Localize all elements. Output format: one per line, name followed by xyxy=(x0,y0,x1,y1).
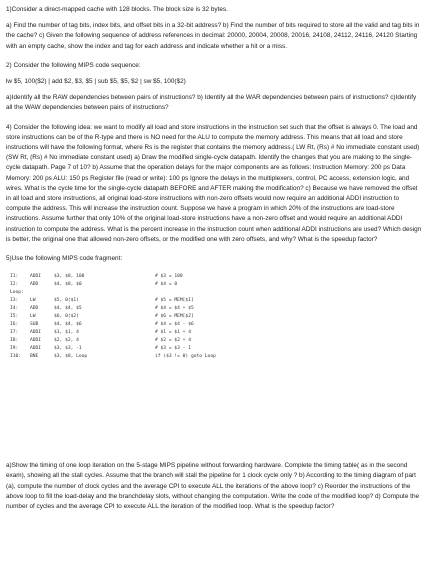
code-line xyxy=(6,313,424,320)
q1-title: 1)Consider a direct-mapped cache with 128 blocks. The block size is 32 bytes. xyxy=(6,6,228,13)
code-comment: # $1 = $1 + 4 xyxy=(155,330,191,336)
code-opcode: BNE xyxy=(30,354,39,360)
code-line xyxy=(6,353,424,360)
q4-body: 4) Consider the following idea: we want to modify all load and store instructions in the instruction set such that the offset is always 0. The load and store instructions can be of the R-type and there is NO need for the ALU to compute the memory address. This means that all load and store instructions will have the following format, where Rs is the register that contains the memory address.( LW Rt, (Rs) # No immediate constant used) (SW Rt, (Rs) # No immediate constant used) a) Draw the modified single-cycle datapath. Identify the changes that you are making to the single-cycle datapath. Page 7 of 10? b) Assume that the operation delays for the major components are as follows: Instruction Memory: 200 ps Data Memory: 200 ps ALU: 150 ps Register file (read or write): 100 ps Ignore the delays in the multiplexers, control, PC access, extension logic, and wires. What is the cycle time for the single-cycle datapath BEFORE and AFTER making the modification? c) Because we have removed the offset in all load and store instructions, all original load-store instructions with non-zero offsets would now require an additional ADDI instruction to compute the address. This will increase the instruction count. Suppose we have a program in which 20% of the instructions are load-store instructions. Assume further that only 10% of the original load-store instructions have a non-zero offset and would require an additional ADDI instruction to compute the address. What is the percent increase in the instruction count when additional ADDI instructions are used? Which design is better, the original one that allowed non-zero offsets, or the modified one with zero offsets, and why? What is the speedup factor? xyxy=(6,123,424,243)
q5-body: a)Show the timing of one loop iteration on the 5-stage MIPS pipeline without forwarding hardware. Complete the timing table( as in the second exam), showing all the stall cycles. Assume that the branch will stall the pipeline for 1 clock cycle only ? b) According to the timing diagram of part (a), compute the number of clock cycles and the average CPI to execute ALL the iterations of the above loop? c) Reorder the instructions of the above loop to fill the load-delay and the branchdelay slots, without changing the computation. Write the code of the modified loop? d) Compute the number of cycles and the average CPI to execute ALL the iteration of the modified loop. What is the speedup factor? xyxy=(6,462,421,511)
code-line xyxy=(6,273,424,280)
code-label: I8: xyxy=(10,338,19,344)
code-label: I9: xyxy=(10,346,19,352)
code-opcode: SUB xyxy=(30,322,39,328)
code-operands: $2, $2, 4 xyxy=(54,338,79,344)
code-operands: $6, 0($2) xyxy=(54,314,79,320)
code-operands: $3, $3, -1 xyxy=(54,346,82,352)
code-line xyxy=(6,329,424,336)
code-opcode: ADDI xyxy=(30,274,42,280)
code-comment: # $4 = $4 - $6 xyxy=(155,322,194,328)
code-opcode: LW xyxy=(30,298,36,304)
code-label: Loop: xyxy=(10,290,24,296)
code-line xyxy=(6,289,424,296)
code-operands: $4, $0, $0 xyxy=(54,282,82,288)
code-opcode: LW xyxy=(30,314,36,320)
code-opcode: ADD xyxy=(30,306,39,312)
q2-body: a)Identify all the RAW dependencies between pairs of instructions? b) Identify all the WAR dependencies between pairs of instructions? c)Identify all the WAW dependencies between pairs of instructions? xyxy=(6,94,418,112)
code-comment: # $2 = $2 + 4 xyxy=(155,338,191,344)
code-comment: # $4 = $4 + $5 xyxy=(155,306,194,312)
code-operands: $3, $0, Loop xyxy=(54,354,88,360)
code-line xyxy=(6,297,424,304)
q1-body: a) Find the number of tag bits, index bits, and offset bits in a 32-bit address? b) Find the number of bits required to store all the valid and tag bits in the cache? c) Given the following sequence of address references in decimal: 20000, 20004, 20008, 20016, 24108, 24112, 24116, 24120 Starting with an empty cache, show the index and tag for each address and indicate whether a hit or a miss. xyxy=(6,22,422,50)
code-comment: # $3 = $3 - 1 xyxy=(155,346,191,352)
code-comment: # $3 = 100 xyxy=(155,274,183,280)
code-opcode: ADD xyxy=(30,282,39,288)
code-operands: $1, $1, 4 xyxy=(54,330,79,336)
code-operands: $5, 0($1) xyxy=(54,298,79,304)
code-operands: $4, $4, $6 xyxy=(54,322,82,328)
mips-code-fragment xyxy=(6,273,424,455)
code-comment: # $6 = MEM[$2] xyxy=(155,314,194,320)
code-label: I4: xyxy=(10,306,19,312)
code-operands: $3, $0, 100 xyxy=(54,274,85,280)
code-opcode: ADDI xyxy=(30,338,42,344)
code-label: I3: xyxy=(10,298,19,304)
code-line xyxy=(6,281,424,288)
code-line xyxy=(6,337,424,344)
code-label: I6: xyxy=(10,322,19,328)
q2-code: lw $5, 100($2) | add $2, $3, $5 | sub $5, $5, $2 | sw $5, 100($2) xyxy=(6,78,186,86)
code-comment: # $4 = 0 xyxy=(155,282,178,288)
q2-title: 2) Consider the following MIPS code sequence: xyxy=(6,61,141,69)
code-comment: # $5 = MEM[$1] xyxy=(155,298,194,304)
document-page xyxy=(6,5,424,512)
code-label: I5: xyxy=(10,314,19,320)
code-opcode: ADDI xyxy=(30,330,42,336)
code-label: I10: xyxy=(10,354,22,360)
code-label: I7: xyxy=(10,330,19,336)
code-line xyxy=(6,321,424,328)
code-label: I2: xyxy=(10,282,19,288)
code-opcode: ADDI xyxy=(30,346,42,352)
code-line xyxy=(6,345,424,352)
q5-title: 5)Use the following MIPS code fragment: xyxy=(6,255,123,263)
code-label: I1: xyxy=(10,274,19,280)
code-line xyxy=(6,305,424,312)
code-comment: if ($3 != 0) goto Loop xyxy=(155,354,216,360)
code-operands: $4, $4, $5 xyxy=(54,306,82,312)
